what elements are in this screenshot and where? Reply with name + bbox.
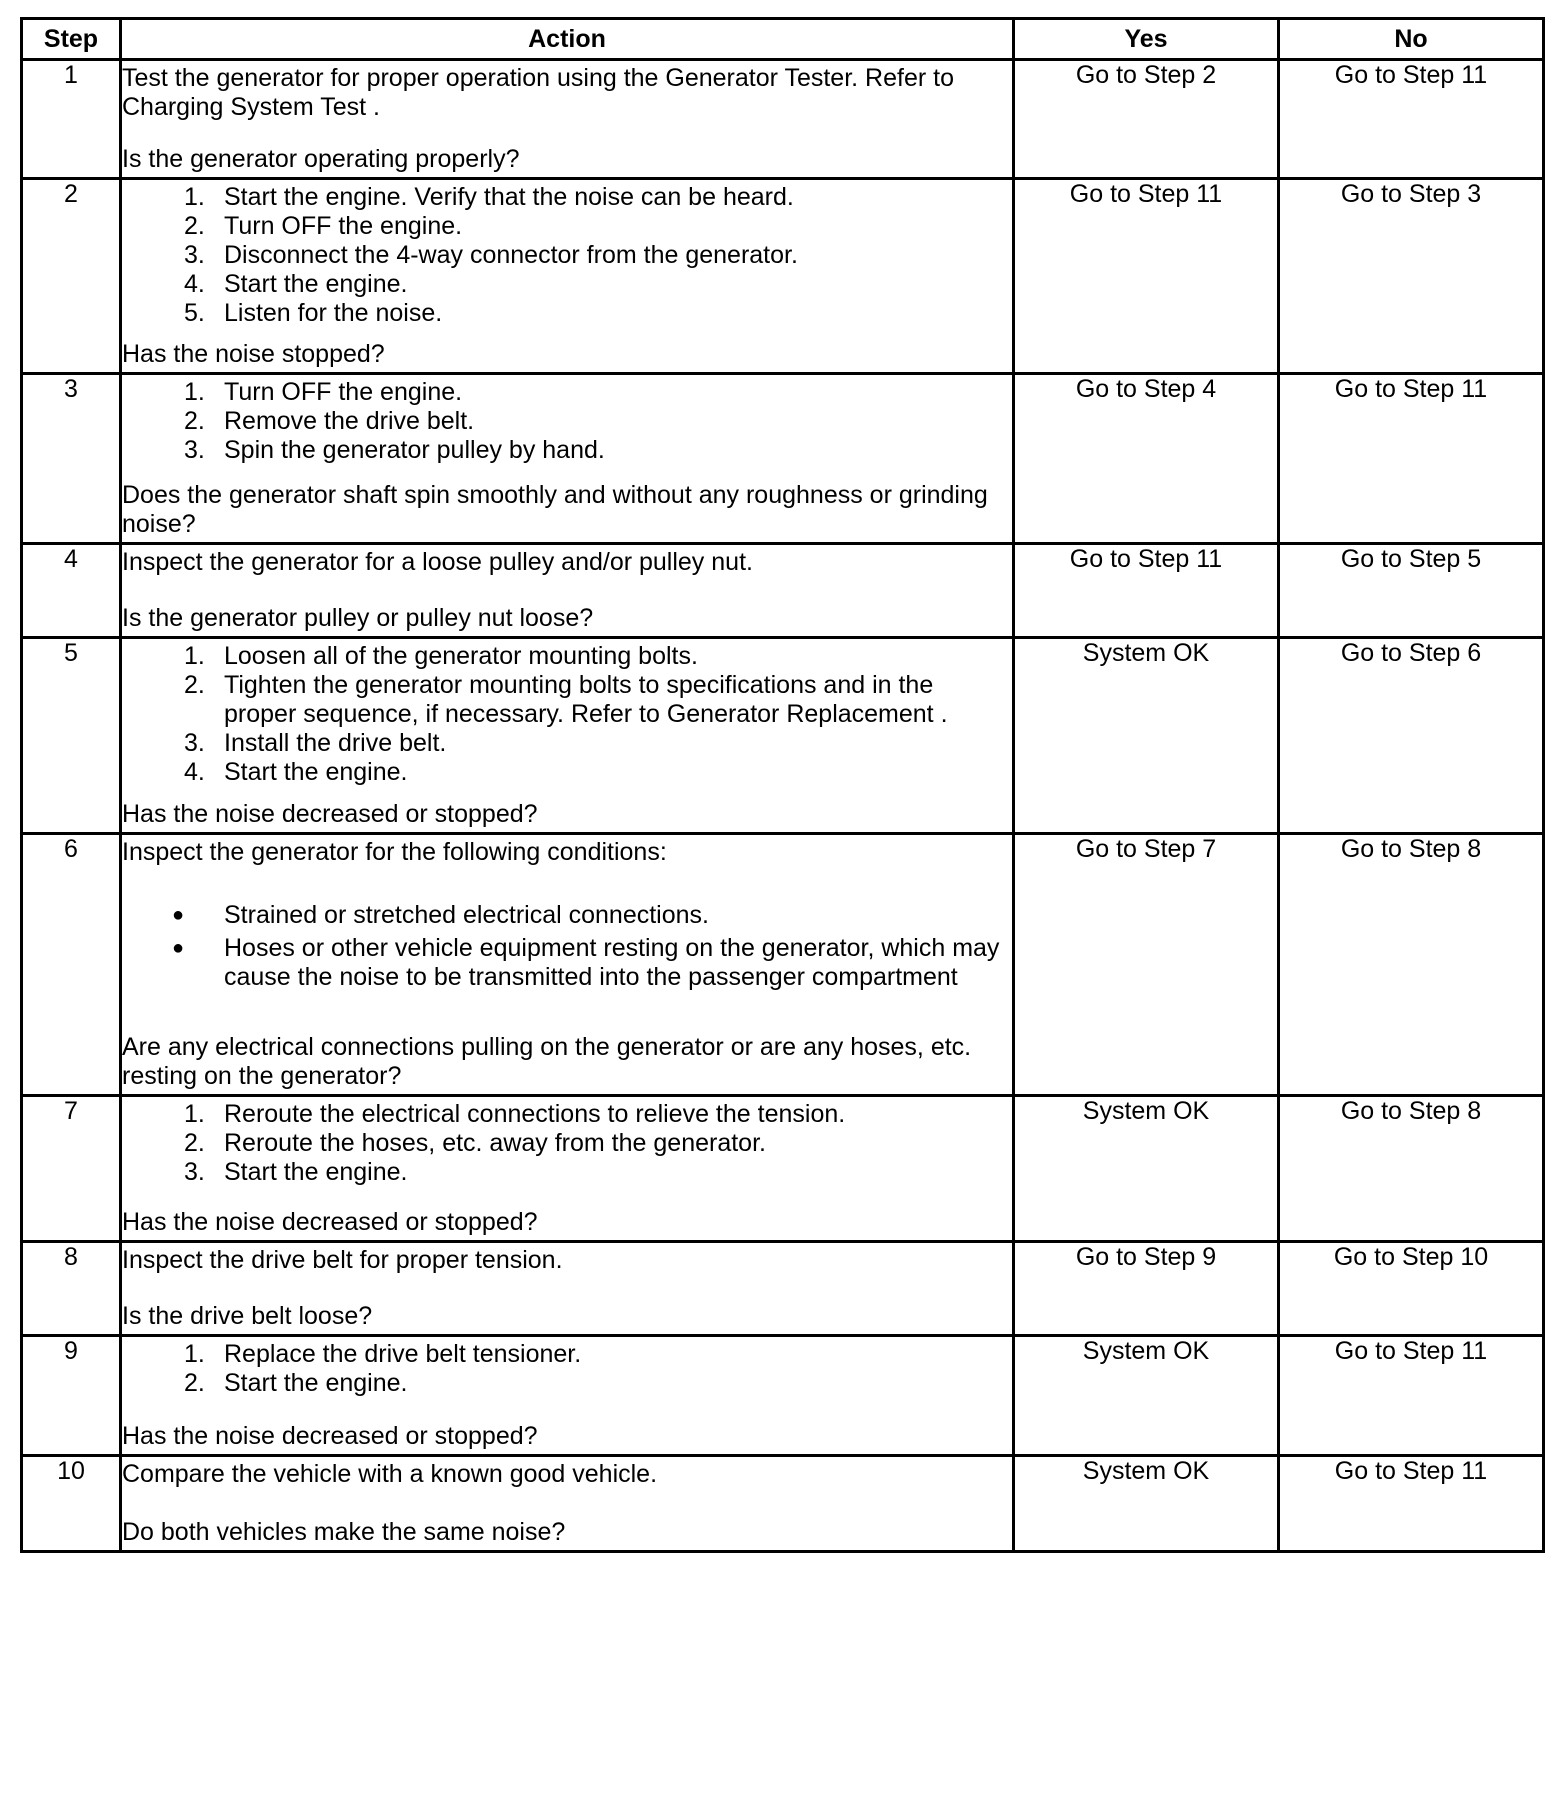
no-outcome: Go to Step 8 [1279, 834, 1544, 1096]
table-row [22, 1096, 1544, 1242]
list-item-text: Turn OFF the engine. [224, 378, 463, 406]
procedure-list [122, 378, 1012, 465]
step-number: 9 [22, 1336, 121, 1456]
list-item [122, 378, 1012, 407]
list-item-number: 2. [184, 407, 205, 435]
no-outcome: Go to Step 11 [1279, 1336, 1544, 1456]
list-item-text: Disconnect the 4-way connector from the generator. [224, 241, 798, 269]
step-number: 5 [22, 638, 121, 834]
procedure-list [122, 183, 1012, 328]
list-item-number: 3. [184, 1158, 205, 1186]
action-question: Has the noise stopped? [122, 340, 385, 368]
diagnostic-table [20, 17, 1545, 1553]
list-item [122, 212, 1012, 241]
list-item [122, 1158, 1012, 1187]
list-item-number: 2. [184, 1369, 205, 1397]
list-item [122, 407, 1012, 436]
list-item-text: Start the engine. Verify that the noise can be heard. [224, 183, 794, 211]
list-item-number: 2. [184, 1129, 205, 1157]
action-question: Has the noise decreased or stopped? [122, 800, 538, 828]
bullet-item [122, 901, 1012, 930]
action-instruction: Test the generator for proper operation using the Generator Tester. Refer to Charging System Test . [122, 64, 954, 121]
bullet-text: Hoses or other vehicle equipment resting on the generator, which may cause the noise to be transmitted into the passenger compartment [224, 934, 1000, 991]
yes-outcome: Go to Step 2 [1014, 60, 1279, 179]
no-outcome: Go to Step 8 [1279, 1096, 1544, 1242]
list-item [122, 183, 1012, 212]
table-row [22, 1336, 1544, 1456]
list-item [122, 1129, 1012, 1158]
header-step: Step [22, 19, 121, 60]
list-item-text: Reroute the hoses, etc. away from the generator. [224, 1129, 766, 1157]
bullet-item [122, 934, 1012, 992]
list-item-text: Start the engine. [224, 270, 408, 298]
list-item-text: Loosen all of the generator mounting bolts. [224, 642, 698, 670]
bullet-icon: ● [172, 937, 185, 959]
bullet-icon: ● [172, 904, 185, 926]
action-cell [121, 374, 1014, 544]
list-item-text: Start the engine. [224, 1158, 408, 1186]
step-number: 4 [22, 544, 121, 638]
no-outcome: Go to Step 11 [1279, 60, 1544, 179]
no-outcome: Go to Step 11 [1279, 374, 1544, 544]
list-item-text: Replace the drive belt tensioner. [224, 1340, 582, 1368]
table-row [22, 1456, 1544, 1552]
yes-outcome: System OK [1014, 1456, 1279, 1552]
yes-outcome: Go to Step 4 [1014, 374, 1279, 544]
yes-outcome: System OK [1014, 1336, 1279, 1456]
action-cell [121, 544, 1014, 638]
action-question: Are any electrical connections pulling on the generator or are any hoses, etc. resting on the generator? [122, 1033, 972, 1090]
action-cell [121, 834, 1014, 1096]
action-cell [121, 638, 1014, 834]
action-cell [121, 1242, 1014, 1336]
list-item-number: 1. [184, 378, 205, 406]
list-item-number: 3. [184, 729, 205, 757]
yes-outcome: Go to Step 9 [1014, 1242, 1279, 1336]
action-cell [121, 179, 1014, 374]
action-question: Do both vehicles make the same noise? [122, 1518, 566, 1546]
list-item [122, 299, 1012, 328]
list-item-number: 1. [184, 1340, 205, 1368]
condition-list [122, 901, 1012, 992]
action-cell [121, 1456, 1014, 1552]
step-number: 7 [22, 1096, 121, 1242]
table-row [22, 834, 1544, 1096]
list-item-text: Turn OFF the engine. [224, 212, 463, 240]
table-row [22, 179, 1544, 374]
step-number: 8 [22, 1242, 121, 1336]
action-instruction: Inspect the generator for a loose pulley and/or pulley nut. [122, 548, 753, 576]
action-question: Has the noise decreased or stopped? [122, 1422, 538, 1450]
step-number: 10 [22, 1456, 121, 1552]
action-cell [121, 1336, 1014, 1456]
list-item-number: 4. [184, 270, 205, 298]
list-item-text: Tighten the generator mounting bolts to specifications and in the proper sequence, if necessary. Refer to Generator Replacement . [224, 671, 948, 728]
list-item [122, 1340, 1012, 1369]
action-cell [121, 1096, 1014, 1242]
procedure-list [122, 642, 1012, 787]
list-item-number: 5. [184, 299, 205, 327]
list-item [122, 436, 1012, 465]
action-question: Is the generator pulley or pulley nut loose? [122, 604, 594, 632]
list-item [122, 1100, 1012, 1129]
action-question: Has the noise decreased or stopped? [122, 1208, 538, 1236]
action-cell [121, 60, 1014, 179]
list-item-number: 1. [184, 1100, 205, 1128]
header-yes: Yes [1014, 19, 1279, 60]
step-number: 3 [22, 374, 121, 544]
table-row [22, 374, 1544, 544]
yes-outcome: Go to Step 11 [1014, 179, 1279, 374]
yes-outcome: Go to Step 7 [1014, 834, 1279, 1096]
list-item [122, 241, 1012, 270]
yes-outcome: System OK [1014, 638, 1279, 834]
action-instruction: Inspect the drive belt for proper tension. [122, 1246, 563, 1274]
list-item-number: 3. [184, 436, 205, 464]
list-item [122, 642, 1012, 671]
list-item-text: Reroute the electrical connections to relieve the tension. [224, 1100, 846, 1128]
header-action: Action [121, 19, 1014, 60]
header-row [22, 19, 1544, 60]
table-row [22, 60, 1544, 179]
bullet-text: Strained or stretched electrical connections. [224, 901, 709, 929]
list-item [122, 270, 1012, 299]
action-instruction: Compare the vehicle with a known good vehicle. [122, 1460, 658, 1488]
header-no: No [1279, 19, 1544, 60]
yes-outcome: System OK [1014, 1096, 1279, 1242]
step-number: 2 [22, 179, 121, 374]
no-outcome: Go to Step 3 [1279, 179, 1544, 374]
yes-outcome: Go to Step 11 [1014, 544, 1279, 638]
list-item [122, 1369, 1012, 1398]
list-item-text: Listen for the noise. [224, 299, 443, 327]
action-question: Does the generator shaft spin smoothly and without any roughness or grinding noise? [122, 481, 988, 538]
list-item-text: Remove the drive belt. [224, 407, 475, 435]
list-item-number: 4. [184, 758, 205, 786]
list-item-text: Start the engine. [224, 1369, 408, 1397]
list-item-number: 1. [184, 183, 205, 211]
no-outcome: Go to Step 5 [1279, 544, 1544, 638]
table-row [22, 638, 1544, 834]
action-instruction: Inspect the generator for the following conditions: [122, 838, 667, 866]
no-outcome: Go to Step 10 [1279, 1242, 1544, 1336]
list-item-text: Install the drive belt. [224, 729, 447, 757]
list-item [122, 671, 1012, 729]
step-number: 6 [22, 834, 121, 1096]
list-item-number: 1. [184, 642, 205, 670]
list-item [122, 729, 1012, 758]
procedure-list [122, 1340, 1012, 1398]
list-item-text: Spin the generator pulley by hand. [224, 436, 605, 464]
step-number: 1 [22, 60, 121, 179]
list-item-number: 2. [184, 671, 205, 699]
table-row [22, 544, 1544, 638]
list-item-number: 3. [184, 241, 205, 269]
table-row [22, 1242, 1544, 1336]
list-item-text: Start the engine. [224, 758, 408, 786]
no-outcome: Go to Step 6 [1279, 638, 1544, 834]
action-question: Is the drive belt loose? [122, 1302, 373, 1330]
action-question: Is the generator operating properly? [122, 145, 520, 173]
procedure-list [122, 1100, 1012, 1187]
no-outcome: Go to Step 11 [1279, 1456, 1544, 1552]
list-item-number: 2. [184, 212, 205, 240]
list-item [122, 758, 1012, 787]
